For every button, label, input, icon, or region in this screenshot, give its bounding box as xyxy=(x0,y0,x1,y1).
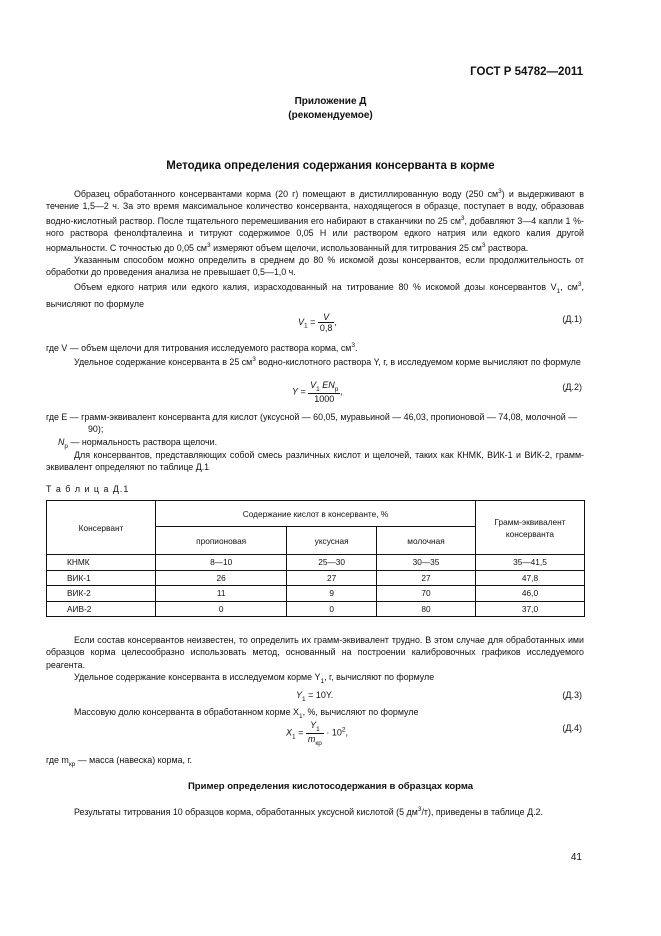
formula-d3: $Y_1 = 10Y$. xyxy=(296,690,334,703)
table-caption: Т а б л и ц а Д.1 xyxy=(46,484,130,494)
header-acid-content: Содержание кислот в консерванте, % xyxy=(156,501,476,527)
header-lactic: молочная xyxy=(376,527,475,555)
preservative-table xyxy=(46,500,585,617)
paragraph-sample: Образец обработанного консервантами корма (20 г) помещают в дистиллированную воду (250 $см^3$) и выдерживают в течение 1,5—2 ч. За это время максимальное количество консерванта, находящегося в образце, поступает в воду, образовав водно-кислотный раствор. После тщательного перемешивания его набирают в стаканчики по 25 $см^3$, добавляют 3—4 капли 1 %-ного раствора фенолфталеина и титруют содержимое 0,05 Н или раствором едкого натрия или едкого калия другой нормальности. С точностью до 0,05 $см^3$ измеряют объем щелочи, использованный для титрования 25 $см^3$ раствора. Указанным способом можно определить в среднем до 80 % искомой дозы консервантов, если продолжительность от обработки до проведения анализа не превышает 0,5—1,0 ч. Объем едкого натрия или едкого калия, израсходованный на титрование 80 % искомой дозы консервантов $V_1$, $см^3$, вычисляют по формуле xyxy=(46,188,584,309)
formula-d1-number: (Д.1) xyxy=(562,314,582,324)
table-row: ВИК-2 11 9 70 46,0 xyxy=(47,586,585,602)
header-preservative: Консервант xyxy=(47,501,156,555)
formula-d4: $X_1$ = $\frac{Y_1}{m_{кр}}$ · $10^2$, xyxy=(286,720,349,747)
formula-d2-number: (Д.2) xyxy=(562,382,582,392)
header-acetic: уксусная xyxy=(287,527,377,555)
formula-d1: $V_1$ = $\frac{V}{0,8}$ , xyxy=(298,312,337,333)
formula-d3-number: (Д.3) xyxy=(562,690,582,700)
paragraph-mixtures: Для консервантов, представляющих собой смесь различных кислот и щелочей, таких как КНМК, ВИК-1 и ВИК-2, грамм-эквивалент определяют по таблице Д.1 xyxy=(46,450,584,473)
table-row: ВИК-1 26 27 27 47,8 xyxy=(47,570,585,586)
appendix-label: Приложение Д xyxy=(294,96,367,107)
paragraph-results: Результаты титрования 10 образцов корма, обработанных уксусной кислотой (5 $дм^3/т$), приведены в таблице Д.2. xyxy=(74,806,543,817)
page-number: 41 xyxy=(570,852,582,863)
definition-e: где E — грамм-эквивалент консерванта для кислот (уксусной — 60,05, муравьиной — 46,03, пропионовой — 74,08, молочной — 90); xyxy=(46,412,578,435)
definition-np: $N_р$ — нормальность раствора щелочи. xyxy=(58,437,218,450)
page-title: Методика определения содержания консерванта в корме xyxy=(166,160,495,172)
formula-d4-number: (Д.4) xyxy=(562,723,582,733)
formula-d2: Y = $\frac{V_1 EN_р}{1000}$ , xyxy=(292,380,343,404)
table-row: КНМК 8—10 25—30 30—35 35—41,5 xyxy=(47,555,585,571)
paragraph-alkali: где V — объем щелочи для титрования исследуемого раствора корма, $см^3$. Удельное содержание консерванта в 25 $см^3$ водно-кислотного раствора Y, г, в исследуемом корме вычисляют по формуле xyxy=(46,342,581,368)
paragraph-unknown: Если состав консервантов неизвестен, то определить их грамм-эквивалент трудно. В этом случае для обработанных ими образцов корма целесообразно использовать метод, основанный на построении калибровочных графиков исследуемого реагента. Удельное содержание консерванта в исследуемом корме $Y_1$, г, вычисляют по формуле xyxy=(46,635,584,685)
appendix-status: (рекомендуемое) xyxy=(288,110,373,121)
section-title: Пример определения кислотосодержания в образцах корма xyxy=(187,781,474,792)
table-row: АИВ-2 0 0 80 37,0 xyxy=(47,601,585,617)
paragraph-mass-fraction: Массовую долю консерванта в обработанном корме $X_1$, %, вычисляют по формуле xyxy=(74,707,419,720)
document-code: ГОСТ Р 54782—2011 xyxy=(470,66,583,78)
header-gram-equivalent: Грамм-эквивалент консерванта xyxy=(476,501,585,555)
definition-mkr: где $m_{кр}$ — масса (навеска) корма, г. xyxy=(46,755,193,768)
header-propionic: пропионовая xyxy=(156,527,287,555)
